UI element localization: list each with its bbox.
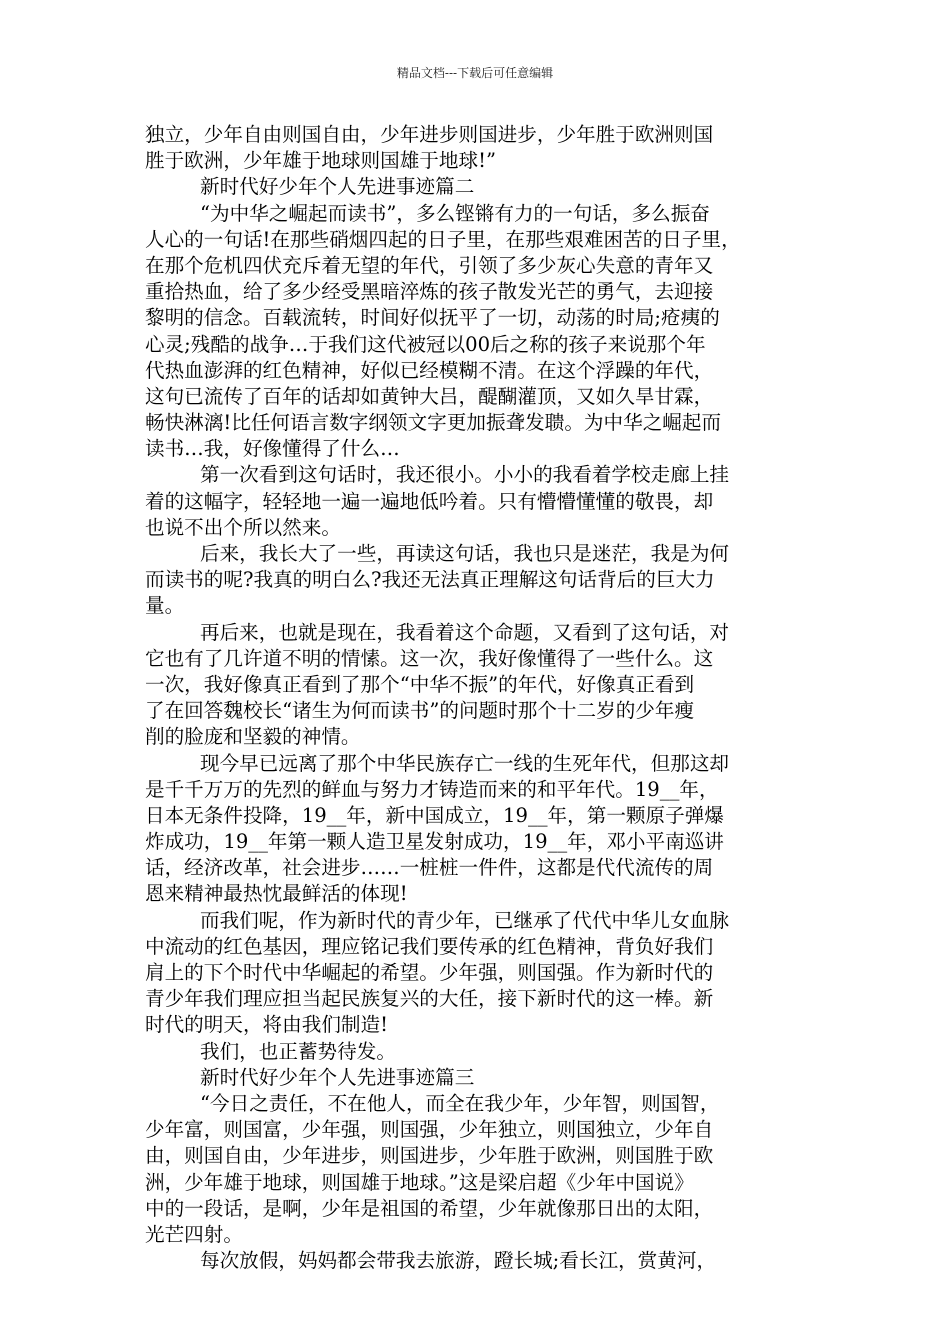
text-line: 量。 <box>145 594 185 618</box>
text-line: 中流动的红色基因，理应铭记我们要传承的红色精神，背负好我们 <box>145 934 714 958</box>
text-line: 一次，我好像真正看到了那个“中华不振”的年代，好像真正看到 <box>145 672 695 696</box>
text-line: 新时代好少年个人先进事迹篇二 <box>200 175 475 199</box>
text-line: 着的这幅字，轻轻地一遍一遍地低吟着。只有懵懵懂懂的敬畏，却 <box>145 489 714 513</box>
text-line: 心灵;残酷的战争…于我们这代被冠以00后之称的孩子来说那个年 <box>145 332 706 356</box>
text-line: 胜于欧洲，少年雄于地球则国雄于地球!” <box>145 149 496 173</box>
text-line: 第一次看到这句话时，我还很小。小小的我看着学校走廊上挂 <box>200 463 730 487</box>
text-line: 中的一段话，是啊，少年是祖国的希望，少年就像那日出的太阳， <box>145 1196 714 1220</box>
text-line: 肩上的下个时代中华崛起的希望。少年强，则国强。作为新时代的 <box>145 961 714 984</box>
text-line: 现今早已远离了那个中华民族存亡一线的生死年代，但那这却 <box>200 751 730 775</box>
text-line: 畅快淋漓!比任何语言数字纲领文字更加振聋发聩。为中华之崛起而 <box>145 411 722 435</box>
text-line: 炸成功，19__年第一颗人造卫星发射成功，19__年，邓小平南巡讲 <box>145 830 724 854</box>
document-body <box>145 122 805 1274</box>
text-line: 独立，少年自由则国自由，少年进步则国进步，少年胜于欧洲则国 <box>145 123 714 146</box>
text-line: 话，经济改革，社会进步……一桩桩一件件，这都是代代流传的周 <box>145 856 714 880</box>
text-line: 我们，也正蓄势待发。 <box>200 1039 396 1063</box>
text-line: “为中华之崛起而读书”，多么铿锵有力的一句话，多么振奋 <box>200 201 710 225</box>
text-line: 代热血澎湃的红色精神，好似已经模糊不清。在这个浮躁的年代， <box>145 358 714 382</box>
text-line: 少年富，则国富，少年强，则国强，少年独立，则国独立，少年自 <box>145 1118 714 1142</box>
text-line: 日本无条件投降，19__年，新中国成立，19__年，第一颗原子弹爆 <box>145 803 724 827</box>
text-line: 新时代好少年个人先进事迹篇三 <box>200 1065 475 1089</box>
text-line: 光芒四射。 <box>145 1222 243 1246</box>
text-line: 青少年我们理应担当起民族复兴的大任，接下新时代的这一棒。新 <box>145 987 714 1011</box>
text-line: 读书…我，好像懂得了什么… <box>145 437 400 461</box>
text-line: 再后来，也就是现在，我看着这个命题，又看到了这句话，对 <box>200 620 730 644</box>
text-line: 它也有了几许道不明的情愫。这一次，我好像懂得了一些什么。这 <box>145 646 714 670</box>
text-line: 也说不出个所以然来。 <box>145 515 341 539</box>
text-line: 后来，我长大了一些，再读这句话，我也只是迷茫，我是为何 <box>200 542 730 565</box>
text-line: 由，则国自由，少年进步，则国进步，少年胜于欧洲，则国胜于欧 <box>145 1144 714 1168</box>
text-line: 重拾热血，给了多少经受黑暗淬炼的孩子散发光芒的勇气，去迎接 <box>145 280 714 304</box>
text-line: 黎明的信念。百载流转，时间好似抚平了一切，动荡的时局;疮痍的 <box>145 306 720 330</box>
text-line: 这句已流传了百年的话却如黄钟大吕，醍醐灌顶，又如久旱甘霖， <box>145 384 714 408</box>
text-line: 而读书的呢?我真的明白么?我还无法真正理解这句话背后的巨大力 <box>145 568 715 592</box>
text-line: 而我们呢，作为新时代的青少年，已继承了代代中华儿女血脉 <box>200 908 730 932</box>
text-line: 每次放假，妈妈都会带我去旅游，蹬长城;看长江，赏黄河， <box>200 1249 717 1273</box>
text-line: “今日之责任，不在他人，而全在我少年，少年智，则国智， <box>200 1091 720 1115</box>
page-header: 精品文档---下载后可任意编辑 <box>396 66 554 80</box>
text-line: 削的脸庞和坚毅的神情。 <box>145 725 361 749</box>
text-line: 恩来精神最热忱最鲜活的体现! <box>145 882 408 906</box>
text-line: 人心的一句话!在那些硝烟四起的日子里，在那些艰难困苦的日子里， <box>145 227 741 251</box>
text-line: 在那个危机四伏充斥着无望的年代，引领了多少灰心失意的青年又 <box>145 253 714 277</box>
text-line: 洲，少年雄于地球，则国雄于地球。”这是梁启超《少年中国说》 <box>145 1170 694 1194</box>
text-line: 是千千万万的先烈的鲜血与努力才铸造而来的和平年代。19__年， <box>145 777 719 801</box>
text-line: 了在回答魏校长“诸生为何而读书”的问题时那个十二岁的少年瘦 <box>145 699 695 723</box>
text-line: 时代的明天，将由我们制造! <box>145 1013 388 1037</box>
